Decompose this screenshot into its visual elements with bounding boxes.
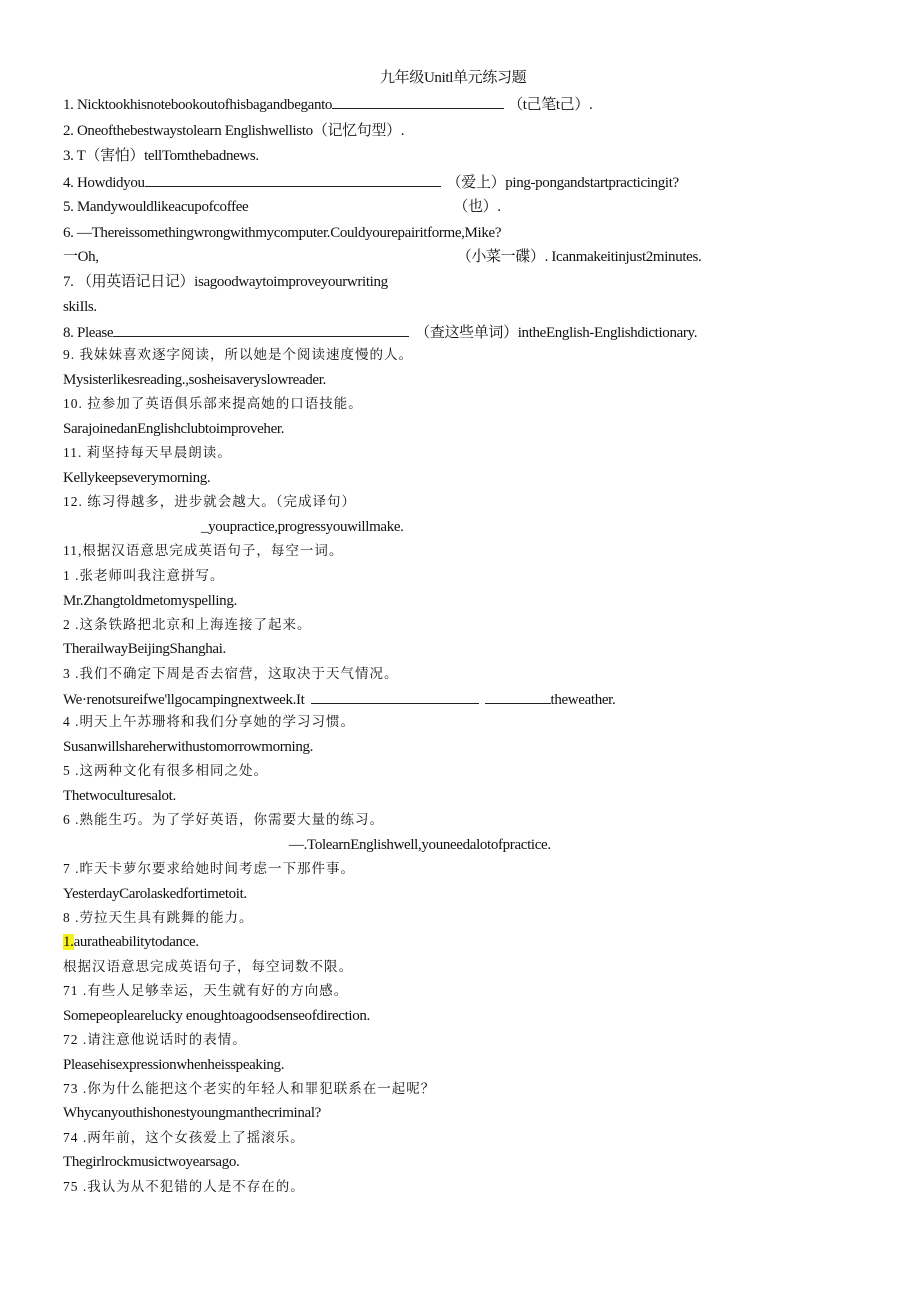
item-5-answer: Thetwoculturesalot.	[63, 788, 176, 804]
page-title: 九年级Unitl单元练习题	[380, 70, 527, 86]
blank[interactable]	[311, 689, 479, 704]
question-4: 4. Howdidyou （爱上）ping-pongandstartpracticingit?	[63, 172, 679, 192]
item-7-prompt: 7 .昨天卡萝尔要求给她时间考虑一下那件事。	[63, 861, 355, 876]
blank[interactable]	[332, 94, 504, 109]
question-10-answer: SarajoinedanEnglishclubtoimproveher.	[63, 421, 285, 437]
question-5: 5. Mandywouldlikeacupofcoffee （也）.	[63, 199, 501, 215]
item-3-answer: We·renotsureifwe'llgocampingnextweek.It theweather.	[63, 689, 615, 709]
item-73-prompt: 73 .你为什么能把这个老实的年轻人和罪犯联系在一起呢？	[63, 1081, 436, 1096]
question-6: 6. —Thereissomethingwrongwithmycomputer.Couldyourepairitforme,Mike?	[63, 225, 502, 241]
question-6-reply: 一Oh, （小菜一碟）. Icanmakeitinjust2minutes.	[63, 249, 702, 265]
item-8-prompt: 8 .劳拉天生具有跳舞的能力。	[63, 910, 254, 925]
item-73-answer: Whycanyouthishonestyoungmanthecriminal?	[63, 1105, 321, 1121]
question-2: 2. Oneofthebestwaystolearn Englishwellisto（记忆句型）.	[63, 123, 405, 139]
item-5-prompt: 5 .这两种文化有很多相同之处。	[63, 763, 268, 778]
item-4-prompt: 4 .明天上午苏珊将和我们分享她的学习习惯。	[63, 714, 355, 729]
item-4-answer: Susanwillshareherwithustomorrowmorning.	[63, 739, 314, 755]
section-2-heading: 11,根据汉语意思完成英语句子，每空一词。	[63, 543, 344, 558]
item-2-answer: TherailwayBeijingShanghai.	[63, 641, 226, 657]
question-1: 1. Nicktookhisnotebookoutofhisbagandbeganto （t己笔t己）.	[63, 94, 592, 114]
question-9-prompt: 9. 我妹妹喜欢逐字阅读，所以她是个阅读速度慢的人。	[63, 347, 413, 362]
blank[interactable]	[145, 172, 441, 187]
item-6-prompt: 6 .熟能生巧。为了学好英语，你需要大量的练习。	[63, 812, 384, 827]
question-7: 7. （用英语记日记）isagoodwaytoimproveyourwriting	[63, 274, 388, 290]
item-72-prompt: 72 .请注意他说话时的表情。	[63, 1032, 247, 1047]
question-10-prompt: 10. 拉参加了英语俱乐部来提高她的口语技能。	[63, 396, 363, 411]
blank[interactable]	[485, 689, 551, 704]
question-3: 3. T（害怕）tellTomthebadnews.	[63, 148, 259, 164]
item-7-answer: YesterdayCarolaskedfortimetoit.	[63, 886, 247, 902]
question-12-answer: _youpractice,progressyouwillmake.	[201, 519, 404, 535]
item-75-prompt: 75 .我认为从不犯错的人是不存在的。	[63, 1179, 305, 1194]
item-71-prompt: 71 .有些人足够幸运，天生就有好的方向感。	[63, 983, 349, 998]
section-3-heading: 根据汉语意思完成英语句子，每空词数不限。	[63, 959, 353, 974]
item-71-answer: Somepeoplearelucky enoughtoagoodsenseofdirection.	[63, 1008, 370, 1024]
item-74-prompt: 74 .两年前，这个女孩爱上了摇滚乐。	[63, 1130, 305, 1145]
question-11-prompt: 11. 莉坚持每天早晨朗读。	[63, 445, 232, 460]
item-8-answer: 1.auratheabilitytodance.	[63, 934, 199, 950]
question-8: 8. Please （查这些单词）intheEnglish-Englishdictionary.	[63, 322, 697, 342]
item-3-prompt: 3 .我们不确定下周是否去宿营，这取决于天气情况。	[63, 666, 399, 681]
question-11-answer: Kellykeepseverymorning.	[63, 470, 211, 486]
item-1-answer: Mr.Zhangtoldmetomyspelling.	[63, 593, 237, 609]
blank[interactable]	[113, 322, 409, 337]
item-1-prompt: 1 .张老师叫我注意拼写。	[63, 568, 225, 583]
highlight-mark: 1.	[63, 934, 74, 950]
item-72-answer: Pleasehisexpressionwhenheisspeaking.	[63, 1057, 285, 1073]
item-2-prompt: 2 .这条铁路把北京和上海连接了起来。	[63, 617, 312, 632]
question-7-cont: skiIls.	[63, 299, 97, 315]
question-12-prompt: 12. 练习得越多，进步就会越大。（完成译句）	[63, 494, 356, 509]
question-9-answer: Mysisterlikesreading.,sosheisaveryslowreader.	[63, 372, 326, 388]
item-6-answer: —.TolearnEnglishwell,youneedalotofpractice.	[289, 837, 551, 853]
item-74-answer: Thegirlrockmusictwoyearsago.	[63, 1154, 240, 1170]
